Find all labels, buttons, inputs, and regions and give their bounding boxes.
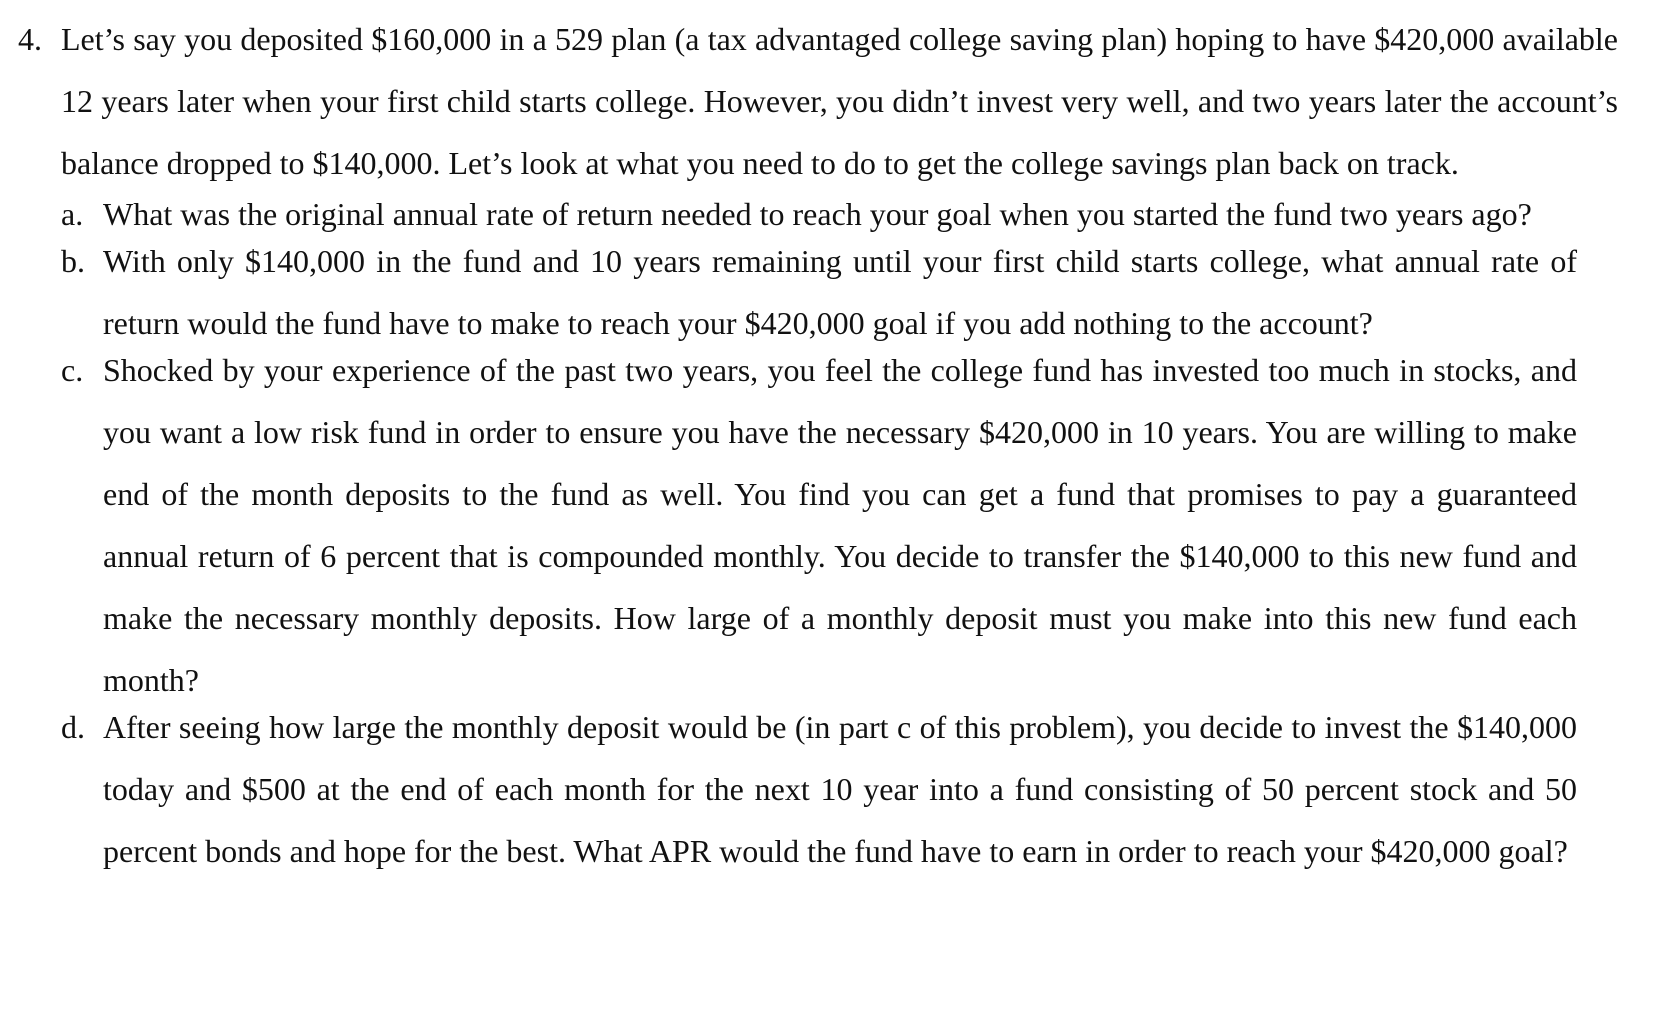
problem-intro-text: Let’s say you deposited $160,000 in a 529 plan (a tax advantaged college saving plan) hoping to have $420,000 available 12 years later when your first child starts college. However, you didn’t invest very well, and two years later the account’s balance dropped to $140,000. Let’s look at what you need to do to get the college savings plan back on track. xyxy=(61,21,1618,181)
part-b xyxy=(61,230,1618,354)
part-c xyxy=(61,339,1618,711)
part-a-label: a. xyxy=(61,196,84,232)
part-b-label: b. xyxy=(61,243,85,279)
problem-parts xyxy=(61,183,1618,882)
part-b-text: With only $140,000 in the fund and 10 years remaining until your first child starts college, what annual rate of return would the fund have to make to reach your $420,000 goal if you add nothing to the account? xyxy=(103,243,1577,341)
problem-4 xyxy=(18,8,1618,867)
part-a-text: What was the original annual rate of return needed to reach your goal when you started the fund two years ago? xyxy=(103,196,1532,232)
part-c-text: Shocked by your experience of the past two years, you feel the college fund has invested too much in stocks, and you want a low risk fund in order to ensure you have the necessary $420,000 in 10 years. You are willing to make end of the month deposits to the fund as well. You find you can get a fund that promises to pay a guaranteed annual return of 6 percent that is compounded monthly. You decide to transfer the $140,000 to this new fund and make the necessary monthly deposits. How large of a monthly deposit must you make into this new fund each month? xyxy=(103,352,1577,698)
part-d-text: After seeing how large the monthly deposit would be (in part c of this problem), you decide to invest the $140,000 today and $500 at the end of each month for the next 10 year into a fund consisting of 50 percent stock and 50 percent bonds and hope for the best. What APR would the fund have to earn in order to reach your $420,000 goal? xyxy=(103,709,1577,869)
part-d-label: d. xyxy=(61,709,85,745)
problem-number: 4. xyxy=(18,21,42,57)
part-c-label: c. xyxy=(61,352,84,388)
part-d xyxy=(61,696,1618,882)
problem-intro-row xyxy=(18,8,1618,183)
